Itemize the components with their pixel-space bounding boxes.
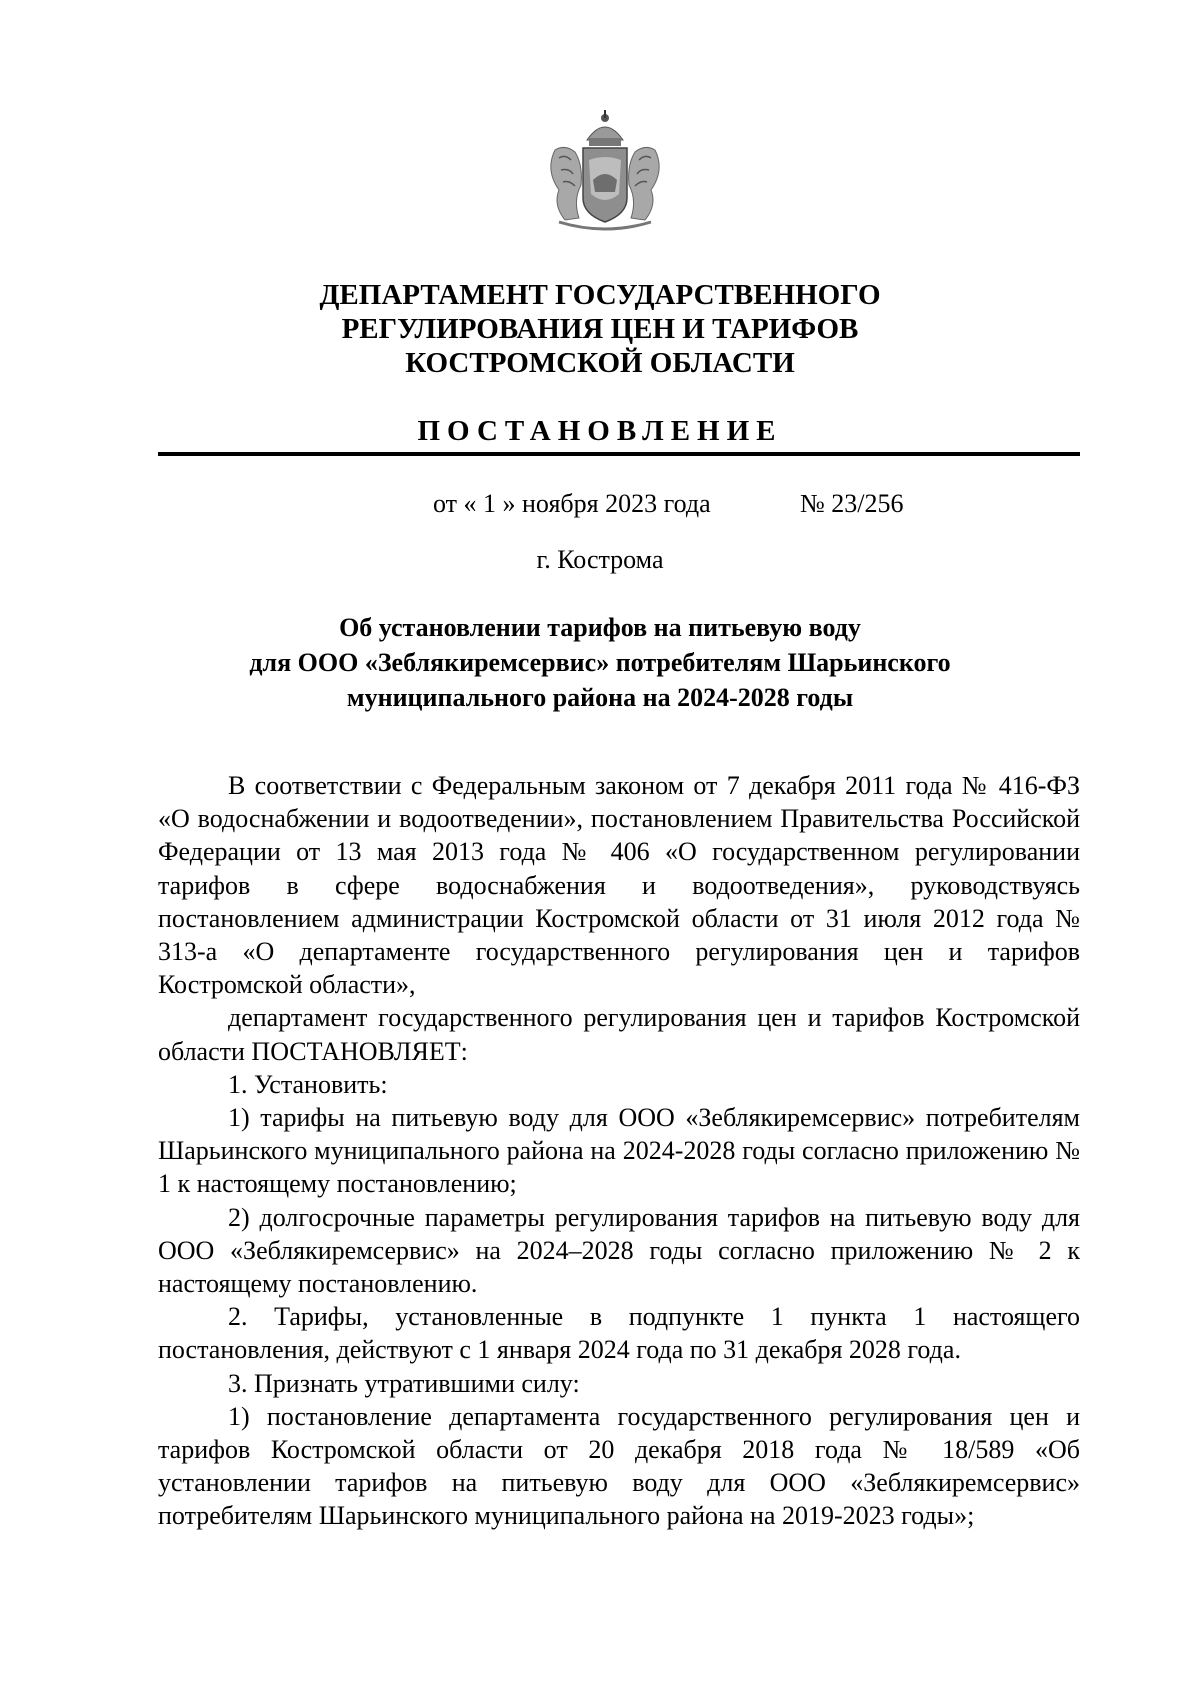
- resolving-paragraph: департамент государственного регулирования цен и тарифов Костромской области ПОСТАНОВЛЯЕТ:: [158, 1003, 1080, 1066]
- clause-1-subitem-2: 2) долгосрочные параметры регулирования тарифов на питьевую воду для ООО «Зеблякиремсервис» на 2024–2028 годы согласно приложению № 2 к настоящему постановлению.: [158, 1202, 1080, 1299]
- document-body: [158, 769, 1080, 1533]
- clause-1: 1. Установить:: [228, 1069, 388, 1099]
- department-name: [150, 278, 1050, 380]
- department-name-line: РЕГУЛИРОВАНИЯ ЦЕН И ТАРИФОВ: [341, 313, 859, 345]
- subject-line: для ООО «Зеблякиремсервис» потребителям Шарьинского: [249, 648, 951, 677]
- document-number: № 23/256: [800, 489, 904, 518]
- preamble-paragraph: В соответствии с Федеральным законом от 7 декабря 2011 года № 416-ФЗ «О водоснабжении и водоотведении», постановлением Правительства Российской Федерации от 13 мая 2013 года № 406 «О государственном регулировании тарифов в сфере водоснабжения и водоотведения», руководствуясь постановлением администрации Костромской области от 31 июля 2012 года № 313-а «О департаменте государственного регулирования цен и тарифов Костромской области»,: [158, 771, 1080, 1000]
- document-city: г. Кострома: [536, 545, 664, 574]
- clause-3: 3. Признать утратившими силу:: [228, 1368, 580, 1398]
- document-type-heading: ПОСТАНОВЛЕНИЕ: [417, 415, 783, 447]
- subject-line: Об установлении тарифов на питьевую воду: [339, 613, 861, 642]
- document-date: от « 1 » ноября 2023 года: [433, 489, 711, 518]
- clause-3-subitem-1: 1) постановление департамента государственного регулирования цен и тарифов Костромской области от 20 декабря 2018 года № 18/589 «Об установлении тарифов на питьевую воду для ООО «Зеблякиремсервис» потребителям Шарьинского муниципального района на 2019-2023 годы»;: [158, 1401, 1080, 1531]
- coat-of-arms-emblem: [545, 110, 665, 235]
- clause-1-subitem-1: 1) тарифы на питьевую воду для ООО «Зеблякиремсервис» потребителям Шарьинского муниципального района на 2024-2028 годы согласно приложению № 1 к настоящему постановлению;: [158, 1103, 1080, 1199]
- department-name-line: ДЕПАРТАМЕНТ ГОСУДАРСТВЕННОГО: [319, 279, 881, 311]
- clause-2: 2. Тарифы, установленные в подпункте 1 пункта 1 настоящего постановления, действуют с 1 января 2024 года по 31 декабря 2028 года.: [158, 1302, 1080, 1365]
- document-subject: [150, 610, 1050, 715]
- subject-line: муниципального района на 2024-2028 годы: [346, 683, 854, 712]
- header-divider: [158, 452, 1080, 456]
- department-name-line: КОСТРОМСКОЙ ОБЛАСТИ: [405, 347, 795, 379]
